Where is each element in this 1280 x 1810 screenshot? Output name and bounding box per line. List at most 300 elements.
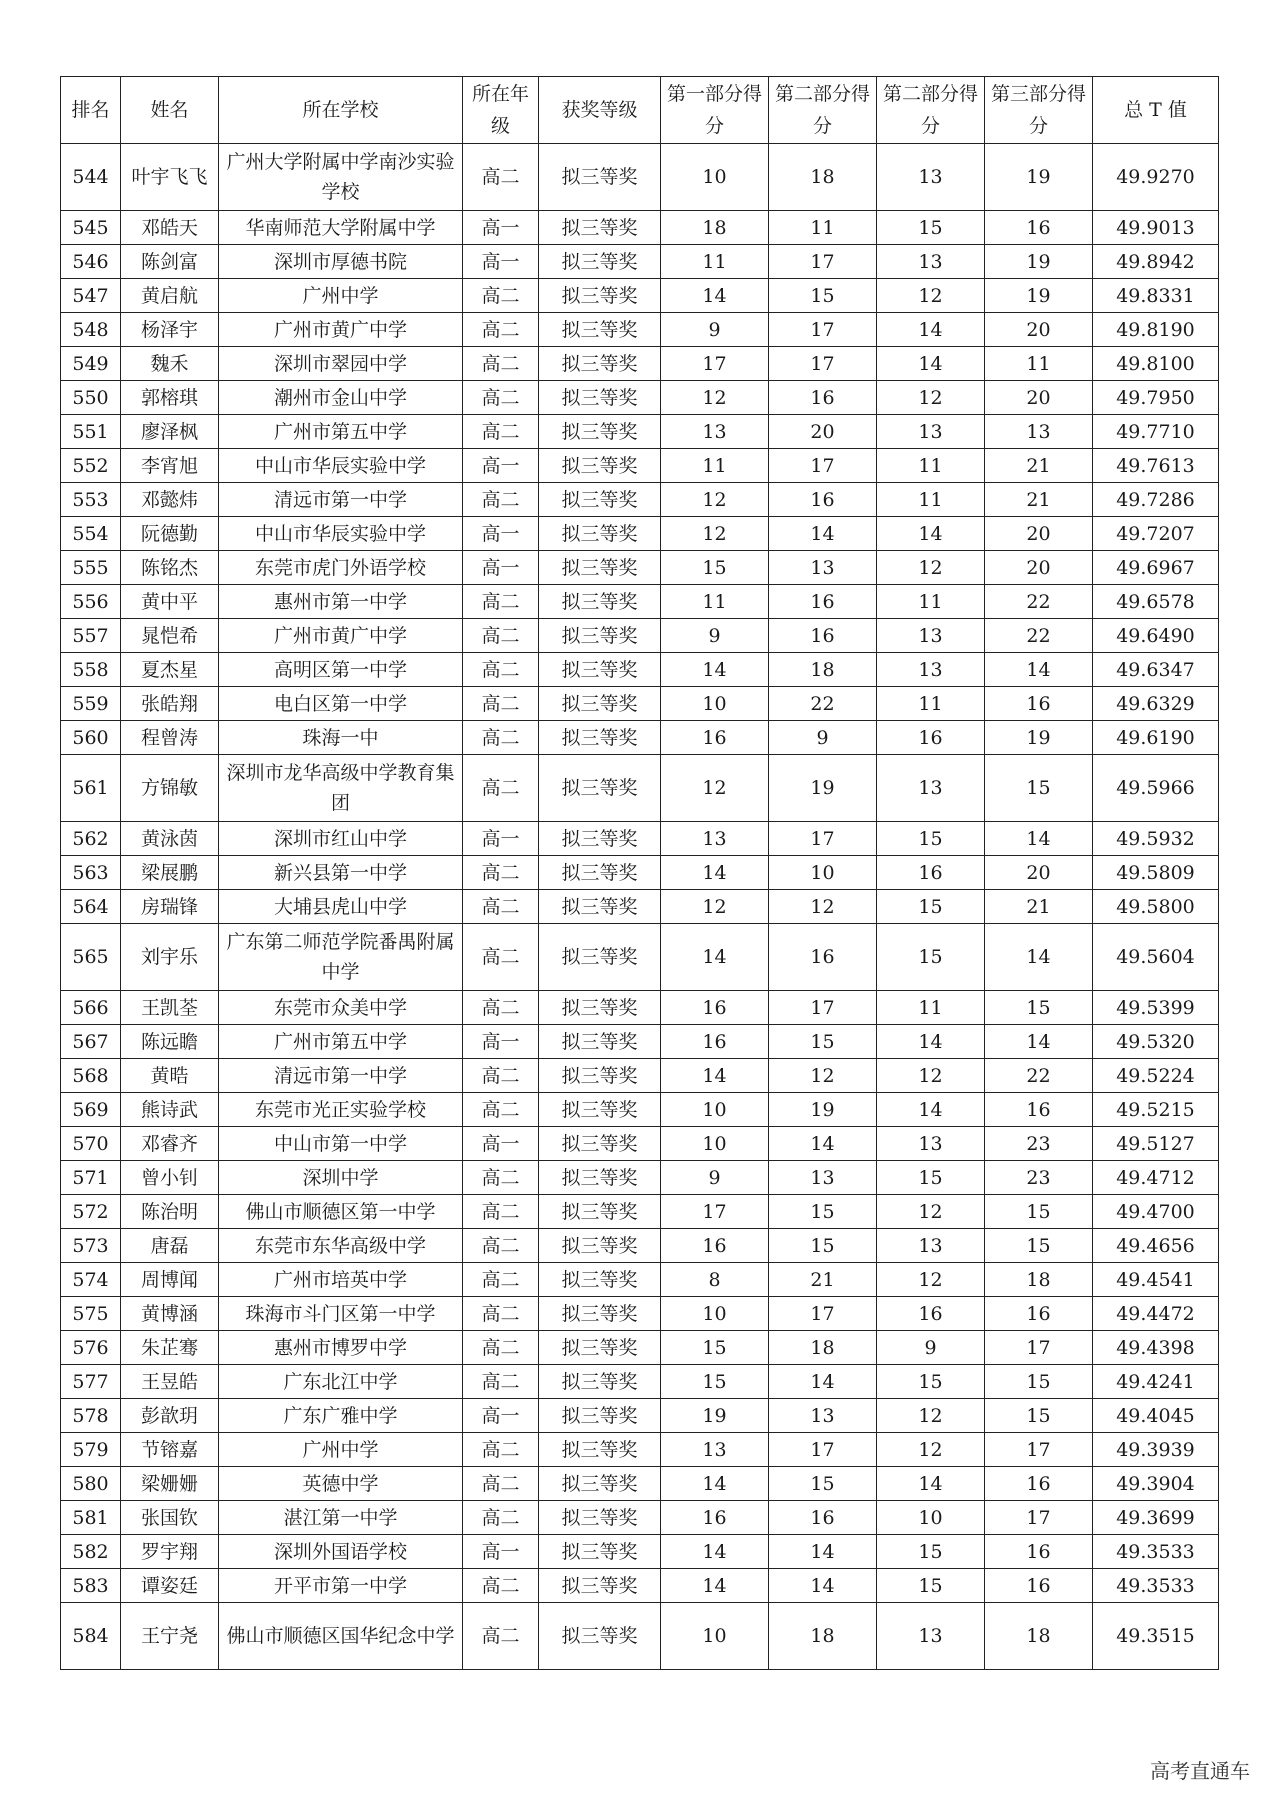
cell-grade: 高二 — [463, 755, 539, 822]
cell-part2: 18 — [769, 653, 877, 687]
cell-part3: 16 — [985, 211, 1093, 245]
cell-award: 拟三等奖 — [539, 245, 661, 279]
cell-grade: 高二 — [463, 619, 539, 653]
cell-rank: 571 — [61, 1161, 121, 1195]
cell-grade: 高二 — [463, 1161, 539, 1195]
cell-rank: 554 — [61, 517, 121, 551]
cell-school: 惠州市第一中学 — [219, 585, 463, 619]
cell-part2: 16 — [769, 619, 877, 653]
cell-part2b: 15 — [877, 822, 985, 856]
cell-grade: 高一 — [463, 1127, 539, 1161]
cell-award: 拟三等奖 — [539, 1229, 661, 1263]
cell-part1: 10 — [661, 1127, 769, 1161]
cell-total-t: 49.6967 — [1093, 551, 1219, 585]
cell-total-t: 49.9270 — [1093, 144, 1219, 211]
table-row — [61, 1263, 1219, 1297]
cell-part2: 10 — [769, 856, 877, 890]
cell-school: 深圳市红山中学 — [219, 822, 463, 856]
cell-name: 晁恺希 — [121, 619, 219, 653]
cell-name: 杨泽宇 — [121, 313, 219, 347]
table-row — [61, 1059, 1219, 1093]
cell-award: 拟三等奖 — [539, 381, 661, 415]
cell-part2: 14 — [769, 1535, 877, 1569]
cell-rank: 567 — [61, 1025, 121, 1059]
cell-grade: 高二 — [463, 347, 539, 381]
cell-name: 郭榕琪 — [121, 381, 219, 415]
cell-total-t: 49.7207 — [1093, 517, 1219, 551]
cell-part1: 17 — [661, 347, 769, 381]
table-row — [61, 449, 1219, 483]
cell-part3: 16 — [985, 1535, 1093, 1569]
header-part2b: 第二部分得分 — [877, 77, 985, 144]
cell-part2b: 15 — [877, 1569, 985, 1603]
cell-school: 广东第二师范学院番禺附属中学 — [219, 924, 463, 991]
cell-total-t: 49.3904 — [1093, 1467, 1219, 1501]
table-row — [61, 144, 1219, 211]
table-row — [61, 991, 1219, 1025]
cell-part2b: 15 — [877, 924, 985, 991]
cell-total-t: 49.4045 — [1093, 1399, 1219, 1433]
cell-award: 拟三等奖 — [539, 924, 661, 991]
table-row — [61, 585, 1219, 619]
cell-name: 黄晧 — [121, 1059, 219, 1093]
cell-school: 东莞市众美中学 — [219, 991, 463, 1025]
cell-part2b: 12 — [877, 381, 985, 415]
cell-part2b: 13 — [877, 755, 985, 822]
cell-name: 黄中平 — [121, 585, 219, 619]
cell-total-t: 49.9013 — [1093, 211, 1219, 245]
cell-part2b: 13 — [877, 1603, 985, 1670]
table-row — [61, 924, 1219, 991]
cell-part1: 14 — [661, 856, 769, 890]
cell-school: 英德中学 — [219, 1467, 463, 1501]
cell-total-t: 49.6190 — [1093, 721, 1219, 755]
cell-part3: 22 — [985, 1059, 1093, 1093]
cell-rank: 581 — [61, 1501, 121, 1535]
cell-name: 叶宇飞飞 — [121, 144, 219, 211]
cell-award: 拟三等奖 — [539, 1093, 661, 1127]
cell-award: 拟三等奖 — [539, 144, 661, 211]
cell-grade: 高二 — [463, 1331, 539, 1365]
cell-part1: 12 — [661, 381, 769, 415]
cell-rank: 562 — [61, 822, 121, 856]
cell-grade: 高一 — [463, 517, 539, 551]
table-row — [61, 1161, 1219, 1195]
cell-part2b: 13 — [877, 144, 985, 211]
cell-part1: 12 — [661, 483, 769, 517]
cell-part2: 14 — [769, 1127, 877, 1161]
cell-part2: 15 — [769, 1025, 877, 1059]
table-row — [61, 856, 1219, 890]
cell-name: 梁展鹏 — [121, 856, 219, 890]
cell-grade: 高二 — [463, 991, 539, 1025]
cell-part2b: 13 — [877, 1127, 985, 1161]
cell-part2b: 15 — [877, 1365, 985, 1399]
cell-name: 王宁尧 — [121, 1603, 219, 1670]
table-row — [61, 1603, 1219, 1670]
cell-part3: 20 — [985, 551, 1093, 585]
cell-name: 陈铭杰 — [121, 551, 219, 585]
cell-school: 中山市华辰实验中学 — [219, 449, 463, 483]
cell-part3: 14 — [985, 1025, 1093, 1059]
cell-total-t: 49.5809 — [1093, 856, 1219, 890]
table-row — [61, 1467, 1219, 1501]
cell-grade: 高一 — [463, 1025, 539, 1059]
cell-award: 拟三等奖 — [539, 1331, 661, 1365]
cell-award: 拟三等奖 — [539, 211, 661, 245]
cell-rank: 572 — [61, 1195, 121, 1229]
table-row — [61, 721, 1219, 755]
cell-part2: 15 — [769, 1229, 877, 1263]
cell-part3: 14 — [985, 653, 1093, 687]
cell-part3: 19 — [985, 144, 1093, 211]
table-row — [61, 245, 1219, 279]
cell-total-t: 49.6329 — [1093, 687, 1219, 721]
cell-school: 广东北江中学 — [219, 1365, 463, 1399]
cell-part3: 15 — [985, 991, 1093, 1025]
cell-total-t: 49.7710 — [1093, 415, 1219, 449]
cell-part1: 11 — [661, 585, 769, 619]
cell-part1: 15 — [661, 1365, 769, 1399]
cell-part3: 23 — [985, 1127, 1093, 1161]
cell-part1: 11 — [661, 449, 769, 483]
cell-award: 拟三等奖 — [539, 1365, 661, 1399]
cell-name: 王昱皓 — [121, 1365, 219, 1399]
cell-grade: 高二 — [463, 313, 539, 347]
cell-part2: 13 — [769, 1161, 877, 1195]
cell-school: 电白区第一中学 — [219, 687, 463, 721]
cell-school: 东莞市东华高级中学 — [219, 1229, 463, 1263]
cell-name: 唐磊 — [121, 1229, 219, 1263]
cell-grade: 高二 — [463, 144, 539, 211]
cell-part3: 20 — [985, 381, 1093, 415]
cell-total-t: 49.5604 — [1093, 924, 1219, 991]
table-row — [61, 1433, 1219, 1467]
cell-part2: 21 — [769, 1263, 877, 1297]
cell-total-t: 49.7286 — [1093, 483, 1219, 517]
cell-total-t: 49.8331 — [1093, 279, 1219, 313]
cell-rank: 582 — [61, 1535, 121, 1569]
table-row — [61, 1399, 1219, 1433]
table-row — [61, 1093, 1219, 1127]
cell-part2b: 13 — [877, 619, 985, 653]
cell-part2b: 10 — [877, 1501, 985, 1535]
cell-award: 拟三等奖 — [539, 991, 661, 1025]
cell-part3: 15 — [985, 1229, 1093, 1263]
cell-school: 东莞市虎门外语学校 — [219, 551, 463, 585]
cell-part2: 15 — [769, 279, 877, 313]
cell-part3: 21 — [985, 483, 1093, 517]
cell-grade: 高二 — [463, 381, 539, 415]
cell-part1: 16 — [661, 1229, 769, 1263]
cell-total-t: 49.3515 — [1093, 1603, 1219, 1670]
cell-part1: 14 — [661, 1059, 769, 1093]
table-row — [61, 755, 1219, 822]
table-row — [61, 381, 1219, 415]
cell-part3: 15 — [985, 1399, 1093, 1433]
cell-part3: 22 — [985, 619, 1093, 653]
cell-total-t: 49.5127 — [1093, 1127, 1219, 1161]
cell-school: 佛山市顺德区国华纪念中学 — [219, 1603, 463, 1670]
cell-part3: 15 — [985, 755, 1093, 822]
cell-total-t: 49.4656 — [1093, 1229, 1219, 1263]
cell-part3: 17 — [985, 1433, 1093, 1467]
cell-rank: 551 — [61, 415, 121, 449]
cell-part1: 16 — [661, 1501, 769, 1535]
cell-total-t: 49.4241 — [1093, 1365, 1219, 1399]
cell-total-t: 49.7613 — [1093, 449, 1219, 483]
cell-school: 广州中学 — [219, 1433, 463, 1467]
cell-school: 深圳市厚德书院 — [219, 245, 463, 279]
cell-part2: 17 — [769, 991, 877, 1025]
cell-part2b: 12 — [877, 1399, 985, 1433]
cell-award: 拟三等奖 — [539, 1433, 661, 1467]
cell-part3: 16 — [985, 687, 1093, 721]
cell-name: 黄博涵 — [121, 1297, 219, 1331]
cell-total-t: 49.5224 — [1093, 1059, 1219, 1093]
cell-grade: 高二 — [463, 890, 539, 924]
cell-name: 黄启航 — [121, 279, 219, 313]
table-row — [61, 1569, 1219, 1603]
cell-part1: 19 — [661, 1399, 769, 1433]
cell-name: 罗宇翔 — [121, 1535, 219, 1569]
cell-school: 深圳市翠园中学 — [219, 347, 463, 381]
cell-part1: 15 — [661, 1331, 769, 1365]
cell-part3: 21 — [985, 449, 1093, 483]
cell-school: 珠海一中 — [219, 721, 463, 755]
table-row — [61, 1535, 1219, 1569]
cell-grade: 高二 — [463, 1569, 539, 1603]
cell-part2b: 14 — [877, 313, 985, 347]
cell-grade: 高二 — [463, 1365, 539, 1399]
cell-rank: 549 — [61, 347, 121, 381]
watermark: 高考直通车 — [1150, 1759, 1250, 1783]
cell-name: 陈远瞻 — [121, 1025, 219, 1059]
cell-award: 拟三等奖 — [539, 687, 661, 721]
cell-part1: 16 — [661, 1025, 769, 1059]
cell-school: 广州大学附属中学南沙实验学校 — [219, 144, 463, 211]
cell-part3: 19 — [985, 721, 1093, 755]
cell-grade: 高一 — [463, 211, 539, 245]
cell-school: 潮州市金山中学 — [219, 381, 463, 415]
cell-part2: 13 — [769, 1399, 877, 1433]
cell-award: 拟三等奖 — [539, 347, 661, 381]
cell-award: 拟三等奖 — [539, 585, 661, 619]
cell-name: 方锦敏 — [121, 755, 219, 822]
cell-school: 广州市黄广中学 — [219, 313, 463, 347]
cell-name: 李宵旭 — [121, 449, 219, 483]
cell-rank: 573 — [61, 1229, 121, 1263]
cell-rank: 545 — [61, 211, 121, 245]
cell-school: 广州市培英中学 — [219, 1263, 463, 1297]
cell-part3: 14 — [985, 822, 1093, 856]
cell-rank: 565 — [61, 924, 121, 991]
cell-total-t: 49.5800 — [1093, 890, 1219, 924]
cell-part3: 16 — [985, 1297, 1093, 1331]
header-row — [61, 77, 1219, 144]
cell-part2b: 11 — [877, 991, 985, 1025]
cell-part2b: 16 — [877, 856, 985, 890]
cell-total-t: 49.4700 — [1093, 1195, 1219, 1229]
cell-part3: 15 — [985, 1365, 1093, 1399]
cell-total-t: 49.3939 — [1093, 1433, 1219, 1467]
cell-part1: 12 — [661, 755, 769, 822]
cell-grade: 高一 — [463, 822, 539, 856]
cell-name: 节镕嘉 — [121, 1433, 219, 1467]
cell-rank: 555 — [61, 551, 121, 585]
cell-part2b: 13 — [877, 653, 985, 687]
cell-total-t: 49.7950 — [1093, 381, 1219, 415]
cell-part2b: 15 — [877, 1535, 985, 1569]
cell-award: 拟三等奖 — [539, 1569, 661, 1603]
cell-part3: 19 — [985, 279, 1093, 313]
cell-part1: 18 — [661, 211, 769, 245]
cell-school: 广东广雅中学 — [219, 1399, 463, 1433]
table-row — [61, 313, 1219, 347]
cell-part3: 18 — [985, 1603, 1093, 1670]
table-row — [61, 687, 1219, 721]
cell-total-t: 49.5399 — [1093, 991, 1219, 1025]
cell-name: 曾小钊 — [121, 1161, 219, 1195]
cell-part2b: 13 — [877, 245, 985, 279]
header-award: 获奖等级 — [539, 77, 661, 144]
table-row — [61, 279, 1219, 313]
cell-total-t: 49.4541 — [1093, 1263, 1219, 1297]
cell-part3: 17 — [985, 1501, 1093, 1535]
cell-part2: 17 — [769, 449, 877, 483]
cell-award: 拟三等奖 — [539, 1467, 661, 1501]
cell-part2: 14 — [769, 1569, 877, 1603]
cell-total-t: 49.3533 — [1093, 1569, 1219, 1603]
table-row — [61, 211, 1219, 245]
cell-name: 邓睿齐 — [121, 1127, 219, 1161]
cell-part3: 15 — [985, 1195, 1093, 1229]
cell-total-t: 49.6347 — [1093, 653, 1219, 687]
cell-total-t: 49.5932 — [1093, 822, 1219, 856]
cell-rank: 556 — [61, 585, 121, 619]
cell-school: 清远市第一中学 — [219, 483, 463, 517]
cell-total-t: 49.3533 — [1093, 1535, 1219, 1569]
cell-award: 拟三等奖 — [539, 1195, 661, 1229]
cell-part1: 16 — [661, 991, 769, 1025]
cell-grade: 高二 — [463, 653, 539, 687]
cell-school: 清远市第一中学 — [219, 1059, 463, 1093]
cell-award: 拟三等奖 — [539, 619, 661, 653]
results-table — [60, 76, 1219, 1670]
cell-rank: 583 — [61, 1569, 121, 1603]
cell-grade: 高一 — [463, 1535, 539, 1569]
cell-part1: 9 — [661, 313, 769, 347]
cell-name: 陈治明 — [121, 1195, 219, 1229]
cell-rank: 552 — [61, 449, 121, 483]
cell-award: 拟三等奖 — [539, 1399, 661, 1433]
cell-rank: 553 — [61, 483, 121, 517]
cell-rank: 561 — [61, 755, 121, 822]
table-row — [61, 347, 1219, 381]
cell-name: 张国钦 — [121, 1501, 219, 1535]
cell-name: 房瑞锋 — [121, 890, 219, 924]
cell-part1: 10 — [661, 1093, 769, 1127]
cell-part2b: 11 — [877, 687, 985, 721]
cell-award: 拟三等奖 — [539, 279, 661, 313]
cell-part2: 14 — [769, 517, 877, 551]
cell-part2: 16 — [769, 1501, 877, 1535]
cell-award: 拟三等奖 — [539, 483, 661, 517]
cell-part1: 11 — [661, 245, 769, 279]
cell-part2b: 13 — [877, 1229, 985, 1263]
cell-part2: 9 — [769, 721, 877, 755]
cell-name: 陈剑富 — [121, 245, 219, 279]
cell-part3: 16 — [985, 1569, 1093, 1603]
cell-part3: 23 — [985, 1161, 1093, 1195]
cell-part2: 20 — [769, 415, 877, 449]
table-row — [61, 1025, 1219, 1059]
cell-part1: 10 — [661, 144, 769, 211]
cell-school: 高明区第一中学 — [219, 653, 463, 687]
cell-rank: 558 — [61, 653, 121, 687]
cell-part2b: 12 — [877, 1059, 985, 1093]
cell-grade: 高二 — [463, 1195, 539, 1229]
cell-part1: 12 — [661, 890, 769, 924]
table-row — [61, 1195, 1219, 1229]
cell-part2b: 15 — [877, 1161, 985, 1195]
table-row — [61, 483, 1219, 517]
cell-rank: 579 — [61, 1433, 121, 1467]
cell-grade: 高二 — [463, 856, 539, 890]
cell-school: 深圳市龙华高级中学教育集团 — [219, 755, 463, 822]
cell-name: 彭歆玥 — [121, 1399, 219, 1433]
cell-part1: 12 — [661, 517, 769, 551]
cell-award: 拟三等奖 — [539, 551, 661, 585]
header-part3: 第三部分得分 — [985, 77, 1093, 144]
cell-award: 拟三等奖 — [539, 755, 661, 822]
cell-award: 拟三等奖 — [539, 1059, 661, 1093]
cell-part3: 20 — [985, 313, 1093, 347]
table-row — [61, 1365, 1219, 1399]
cell-school: 东莞市光正实验学校 — [219, 1093, 463, 1127]
cell-rank: 559 — [61, 687, 121, 721]
cell-name: 程曾涛 — [121, 721, 219, 755]
cell-total-t: 49.8100 — [1093, 347, 1219, 381]
cell-school: 湛江第一中学 — [219, 1501, 463, 1535]
cell-part2b: 12 — [877, 1433, 985, 1467]
cell-school: 新兴县第一中学 — [219, 856, 463, 890]
table-row — [61, 1331, 1219, 1365]
cell-total-t: 49.4472 — [1093, 1297, 1219, 1331]
cell-part2: 19 — [769, 755, 877, 822]
cell-part2b: 15 — [877, 890, 985, 924]
cell-rank: 580 — [61, 1467, 121, 1501]
cell-part1: 14 — [661, 924, 769, 991]
cell-school: 佛山市顺德区第一中学 — [219, 1195, 463, 1229]
cell-part1: 14 — [661, 279, 769, 313]
cell-name: 张皓翔 — [121, 687, 219, 721]
cell-part2b: 16 — [877, 1297, 985, 1331]
cell-part2: 22 — [769, 687, 877, 721]
cell-grade: 高一 — [463, 551, 539, 585]
cell-total-t: 49.4398 — [1093, 1331, 1219, 1365]
cell-rank: 574 — [61, 1263, 121, 1297]
cell-grade: 高二 — [463, 1501, 539, 1535]
cell-school: 中山市华辰实验中学 — [219, 517, 463, 551]
cell-rank: 548 — [61, 313, 121, 347]
cell-award: 拟三等奖 — [539, 1263, 661, 1297]
cell-grade: 高一 — [463, 1399, 539, 1433]
cell-name: 刘宇乐 — [121, 924, 219, 991]
cell-award: 拟三等奖 — [539, 1161, 661, 1195]
cell-name: 朱芷骞 — [121, 1331, 219, 1365]
cell-rank: 577 — [61, 1365, 121, 1399]
